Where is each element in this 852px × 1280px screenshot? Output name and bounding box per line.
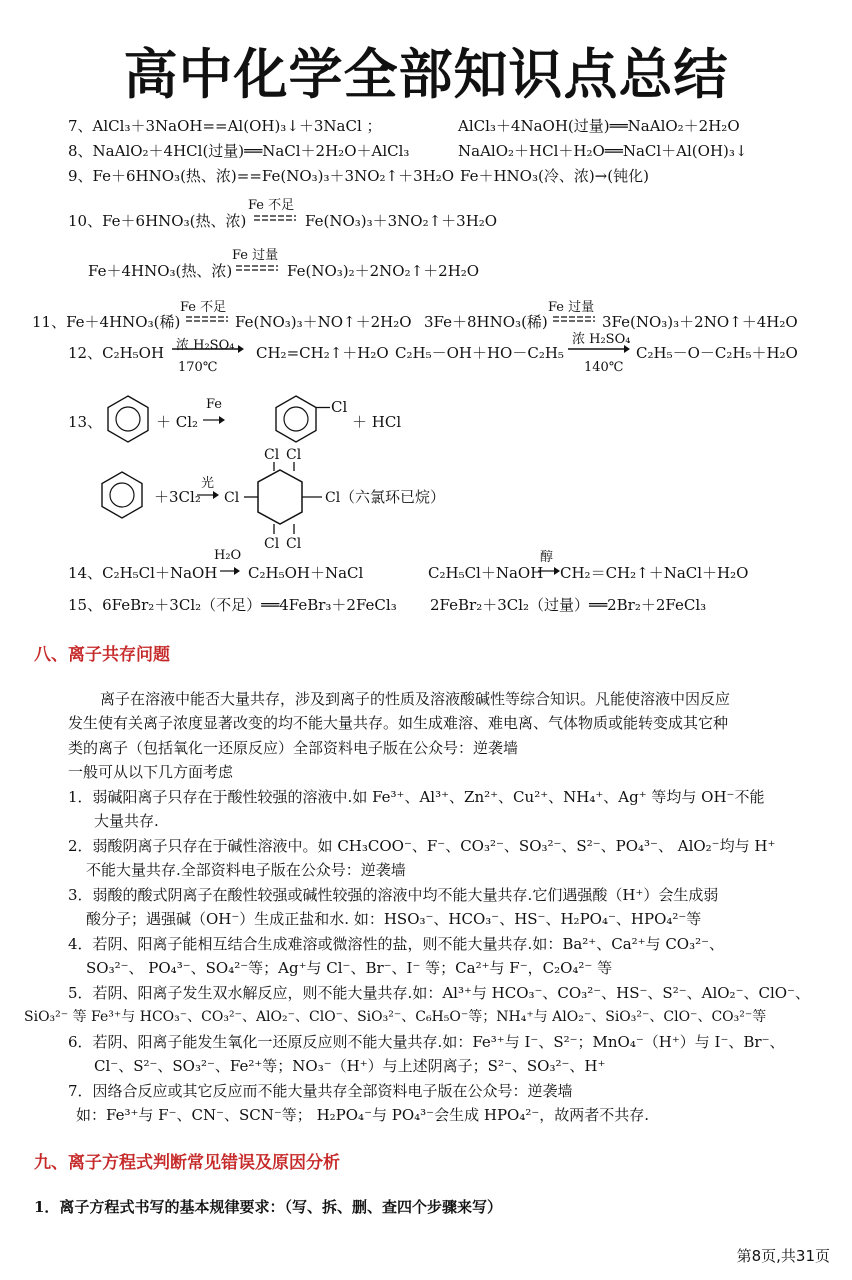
- equation-13-chlorine-label: Cl: [331, 398, 348, 416]
- equation-12b-condition-bottom: 140℃: [584, 360, 624, 375]
- equation-13-number: 13、: [68, 413, 103, 431]
- equation-9a: 9、Fe＋6HNO₃(热、浓)==Fe(NO₃)₃＋3NO₂↑＋3H₂O: [68, 167, 455, 185]
- paragraph-line: 一般可从以下几方面考虑: [68, 763, 234, 781]
- equation-13-reagent: ＋ Cl₂: [156, 413, 199, 431]
- equation-14b-reactants: C₂H₅Cl＋NaOH: [428, 564, 544, 582]
- equation-11b-products: 3Fe(NO₃)₃＋2NO↑＋4H₂O: [602, 313, 798, 331]
- list-item: 1．弱碱阳离子只存在于酸性较强的溶液中.如 Fe³⁺、Al³⁺、Zn²⁺、Cu²⁺、NH₄⁺、Ag⁺ 等均与 OH⁻不能: [68, 788, 765, 806]
- subheading-rules: 1．离子方程式书写的基本规律要求：（写、拆、删、查四个步骤来写）: [34, 1198, 502, 1216]
- list-item: 3．弱酸的酸式阴离子在酸性较强或碱性较强的溶液中均不能大量共存.它们遇强酸（H⁺）会生成弱: [68, 886, 719, 904]
- equation-12a-reactants: 12、C₂H₅OH: [68, 344, 165, 362]
- equation-12a-condition-top: 浓 H₂SO₄: [176, 338, 235, 353]
- equation-14b-condition: 醇: [540, 550, 554, 565]
- equation-15a: 15、6FeBr₂＋3Cl₂（不足）══4FeBr₃＋2FeCl₃: [68, 596, 397, 614]
- equation-13b-condition: 光: [201, 476, 215, 491]
- page-number: 第8页,共31页: [736, 1247, 830, 1265]
- list-item: 5．若阴、阳离子发生双水解反应，则不能大量共存.如：Al³⁺与 HCO₃⁻、CO₃²⁻、HS⁻、S²⁻、AlO₂⁻、ClO⁻、: [68, 984, 810, 1002]
- list-item-continued: 不能大量共存.全部资料电子版在公众号：逆袭墙: [86, 861, 406, 879]
- double-line-arrow-icon: [186, 315, 230, 323]
- list-item: 2．弱酸阴离子只存在于碱性溶液中。如 CH₃COO⁻、F⁻、CO₃²⁻、SO₃²⁻、S²⁻、PO₄³⁻、 AlO₂⁻均与 H⁺: [68, 837, 776, 855]
- benzene-ring-icon: [98, 470, 146, 520]
- svg-text:Cl: Cl: [325, 490, 341, 506]
- equation-11b-reactants: 3Fe＋8HNO₃(稀): [424, 313, 548, 331]
- equation-13b-product-note: （六氯环已烷）: [340, 488, 446, 506]
- right-arrow-icon: [172, 344, 244, 354]
- list-item: 7．因络合反应或其它反应而不能大量共存全部资料电子版在公众号：逆袭墙: [68, 1082, 573, 1100]
- svg-text:Cl: Cl: [286, 536, 302, 552]
- svg-text:Cl: Cl: [264, 447, 280, 463]
- equation-8a: 8、NaAlO₂＋4HCl(过量)══NaCl＋2H₂O＋AlCl₃: [68, 142, 410, 160]
- equation-10a-reactants: 10、Fe＋6HNO₃(热、浓): [68, 212, 247, 230]
- equation-13-condition: Fe: [206, 397, 223, 412]
- equation-12a-products: CH₂=CH₂↑＋H₂O: [256, 344, 389, 362]
- equation-7b: AlCl₃＋4NaOH(过量)══NaAlO₂＋2H₂O: [458, 117, 740, 135]
- paragraph-line: 发生使有关离子浓度显著改变的均不能大量共存。如生成难溶、难电离、气体物质或能转变成其它种: [68, 714, 729, 732]
- equation-10a-condition: Fe 不足: [248, 198, 295, 213]
- right-arrow-icon: [197, 490, 219, 500]
- equation-8b: NaAlO₂＋HCl＋H₂O══NaCl＋Al(OH)₃↓: [458, 142, 748, 160]
- double-line-arrow-icon: [553, 315, 597, 323]
- paragraph-line: 类的离子（包括氧化一还原反应）全部资料电子版在公众号：逆袭墙: [68, 739, 519, 757]
- hexachlorocyclohexane-icon: [222, 444, 352, 554]
- page-title: 高中化学全部知识点总结: [123, 43, 729, 106]
- equation-11b-condition: Fe 过量: [548, 300, 595, 315]
- equation-10b-condition: Fe 过量: [232, 248, 279, 263]
- equation-14a-products: C₂H₅OH＋NaCl: [248, 564, 364, 582]
- right-arrow-icon: [220, 566, 240, 576]
- right-arrow-icon: [203, 415, 225, 425]
- list-item: 4．若阴、阳离子能相互结合生成难溶或微溶性的盐，则不能大量共存.如：Ba²⁺、Ca²⁺与 CO₃²⁻、: [68, 935, 725, 953]
- equation-12b-products: C₂H₅－O－C₂H₅＋H₂O: [636, 344, 798, 362]
- equation-11a-condition: Fe 不足: [180, 300, 227, 315]
- equation-13-hcl: ＋ HCl: [352, 413, 402, 431]
- equation-14a-condition: H₂O: [214, 548, 242, 563]
- equation-9b: Fe＋HNO₃(冷、浓)→(钝化): [460, 167, 649, 185]
- double-line-arrow-icon: [254, 214, 298, 222]
- equation-10a-products: Fe(NO₃)₃＋3NO₂↑＋3H₂O: [305, 212, 498, 230]
- section-heading-ionic-equation-errors: 九、离子方程式判断常见错误及原因分析: [34, 1153, 340, 1173]
- list-item-continued: Cl⁻、S²⁻、SO₃²⁻、Fe²⁺等；NO₃⁻（H⁺）与上述阴离子；S²⁻、SO₃²⁻、H⁺: [94, 1057, 606, 1075]
- equation-10b-products: Fe(NO₃)₂＋2NO₂↑＋2H₂O: [287, 262, 480, 280]
- chlorobenzene-icon: [272, 394, 338, 444]
- list-item-continued: 酸分子；遇强碱（OH⁻）生成正盐和水. 如：HSO₃⁻、HCO₃⁻、HS⁻、H₂PO₄⁻、HPO₄²⁻等: [86, 910, 702, 928]
- list-item: 6．若阴、阳离子能发生氧化一还原反应则不能大量共存.如：Fe³⁺与 I⁻、S²⁻；MnO₄⁻（H⁺）与 I⁻、Br⁻、: [68, 1033, 785, 1051]
- equation-10b-reactants: Fe＋4HNO₃(热、浓): [88, 262, 233, 280]
- list-item-continued: SO₃²⁻、 PO₄³⁻、SO₄²⁻等；Ag⁺与 Cl⁻、Br⁻、I⁻ 等；Ca²⁺与 F⁻，C₂O₄²⁻ 等: [86, 959, 613, 977]
- equation-15b: 2FeBr₂＋3Cl₂（过量）══2Br₂＋2FeCl₃: [430, 596, 707, 614]
- equation-14a-reactants: 14、C₂H₅Cl＋NaOH: [68, 564, 218, 582]
- equation-12a-condition-bottom: 170℃: [178, 360, 218, 375]
- right-arrow-icon: [568, 344, 630, 354]
- double-line-arrow-icon: [236, 264, 280, 272]
- list-item-continued: 大量共存.: [94, 812, 159, 830]
- benzene-ring-icon: [104, 394, 152, 444]
- svg-text:Cl: Cl: [264, 536, 280, 552]
- equation-11a-reactants: 11、Fe＋4HNO₃(稀): [32, 313, 181, 331]
- list-item-continued: 如：Fe³⁺与 F⁻、CN⁻、SCN⁻等； H₂PO₄⁻与 PO₄³⁻会生成 HPO₄²⁻，故两者不共存.: [76, 1106, 650, 1124]
- svg-text:Cl: Cl: [286, 447, 302, 463]
- equation-13b-reagent: ＋3Cl₂: [154, 488, 201, 506]
- right-arrow-icon: [538, 566, 560, 576]
- equation-12b-reactants: C₂H₅－OH＋HO－C₂H₅: [395, 344, 564, 362]
- list-item-continued: SiO₃²⁻ 等 Fe³⁺与 HCO₃⁻、CO₃²⁻、AlO₂⁻、ClO⁻、SiO₃²⁻、C₆H₅O⁻等；NH₄⁺与 AlO₂⁻、SiO₃²⁻、ClO⁻、CO₃²⁻等: [24, 1009, 767, 1025]
- equation-7a: 7、AlCl₃＋3NaOH==Al(OH)₃↓＋3NaCl ；: [68, 117, 382, 135]
- section-heading-ion-coexistence: 八、离子共存问题: [34, 645, 170, 665]
- equation-11a-products: Fe(NO₃)₃＋NO↑＋2H₂O: [235, 313, 412, 331]
- equation-12b-condition-top: 浓 H₂SO₄: [572, 332, 631, 347]
- paragraph-line: 离子在溶液中能否大量共存，涉及到离子的性质及溶液酸碱性等综合知识。凡能使溶液中因反应: [100, 690, 731, 708]
- equation-14b-products: CH₂＝CH₂↑＋NaCl＋H₂O: [560, 564, 749, 582]
- svg-text:Cl: Cl: [224, 490, 240, 506]
